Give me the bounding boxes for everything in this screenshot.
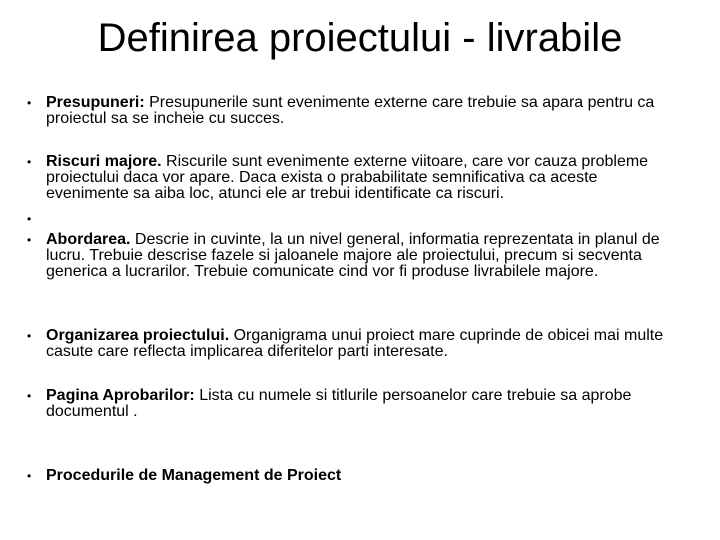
- slide-title: Definirea proiectului - livrabile: [97, 16, 623, 60]
- bullet-lead: Presupuneri:: [46, 94, 145, 111]
- bullet-text: [46, 154, 671, 202]
- bullet-lead: Abordarea.: [46, 231, 131, 248]
- bullet-text: [46, 328, 671, 360]
- bullet-lead: Organizarea proiectului.: [46, 327, 230, 344]
- bullet-lead: Riscuri majore.: [46, 153, 162, 170]
- bullet-lead: Procedurile de Management de Proiect: [46, 467, 342, 484]
- bullet-text: [46, 232, 671, 280]
- bullet-lead: Pagina Aprobarilor:: [46, 387, 195, 404]
- bullet-marker: •: [27, 469, 32, 483]
- bullet-text: [46, 95, 671, 127]
- bullet-body: Presupunerile sunt evenimente externe care trebuie sa apara pentru ca proiectul sa se incheie cu succes.: [46, 94, 655, 127]
- bullet-text: [46, 388, 671, 420]
- bullet-body: Riscurile sunt evenimente externe viitoare, care vor cauza probleme proiectului daca vor apare. Daca exista o prababilitate semnificativa ca aceste evenimente sa aiba loc, atunci ele ar trebui identificate ca riscuri.: [46, 153, 649, 202]
- bullet-marker: •: [27, 155, 32, 169]
- bullet-marker: •: [27, 329, 32, 343]
- bullet-body: Organigrama unui proiect mare cuprinde de obicei mai multe casute care reflecta implicarea diferitelor parti interesate.: [46, 327, 664, 360]
- bullet-body: Lista cu numele si titlurile persoanelor care trebuie sa aprobe documentul .: [46, 387, 632, 420]
- bullet-marker: •: [27, 96, 32, 110]
- bullet-marker: •: [27, 389, 32, 403]
- bullet-marker: •: [27, 212, 32, 226]
- bullet-body: Descrie in cuvinte, la un nivel general, informatia reprezentata in planul de lucru. Trebuie descrise fazele si jaloanele majore ale proiectului, precum si secventa generica a lucrarilor. Trebuie comunicate cind vor fi produse livrabilele majore.: [46, 231, 660, 280]
- bullet-marker: •: [27, 233, 32, 247]
- bullet-text: [46, 468, 671, 484]
